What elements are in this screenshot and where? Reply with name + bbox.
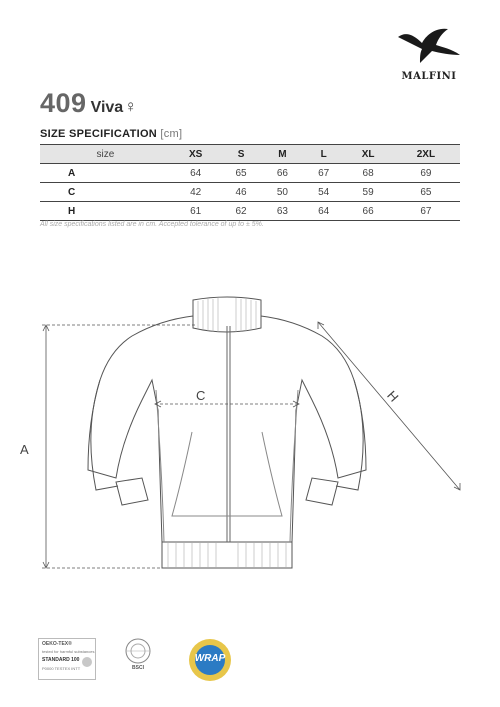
table-cell: 62 xyxy=(235,205,247,217)
label-c: C xyxy=(196,388,206,403)
table-cell: 69 xyxy=(420,167,432,179)
certification-badges xyxy=(38,638,238,682)
table-row xyxy=(40,164,460,183)
spec-heading xyxy=(40,128,182,140)
cuff-right xyxy=(306,478,338,505)
table-cell: 59 xyxy=(362,186,374,198)
cuff-left xyxy=(116,478,148,505)
table-cell: 67 xyxy=(318,167,330,179)
oeko-id: P0000 TESTEX INTT xyxy=(42,666,81,671)
sleeve-right xyxy=(336,380,363,490)
wrap-badge xyxy=(186,638,234,682)
table-cell: 61 xyxy=(190,205,202,217)
label-a: A xyxy=(20,442,29,457)
bsci-globe-icon xyxy=(121,638,155,666)
eagle-icon xyxy=(396,25,462,65)
bsci-label: BSCI xyxy=(132,665,144,671)
table-cell: 65 xyxy=(235,167,247,179)
size-header-row xyxy=(40,145,460,164)
table-cell: 42 xyxy=(190,186,202,198)
oeko-tested: tested for harmful substances xyxy=(42,649,95,654)
bsci-badge xyxy=(121,638,155,678)
table-cell: 63 xyxy=(276,205,288,217)
brand-name: MALFINI xyxy=(401,71,457,82)
size-col-header: M xyxy=(278,148,287,160)
row-label: A xyxy=(68,167,76,179)
table-cell: 64 xyxy=(190,167,202,179)
row-label: H xyxy=(68,205,76,217)
measure-h xyxy=(318,322,460,490)
table-cell: 54 xyxy=(318,186,330,198)
table-cell: 50 xyxy=(276,186,288,198)
table-cell: 66 xyxy=(362,205,374,217)
female-symbol: ♀ xyxy=(124,97,137,116)
spec-heading-text: SIZE SPECIFICATION xyxy=(40,128,158,140)
size-col-header: L xyxy=(320,148,327,160)
oeko-title: OEKO-TEX® xyxy=(42,641,72,647)
hem-ribbing xyxy=(168,542,286,568)
size-col-header: XL xyxy=(361,148,375,160)
product-title xyxy=(40,88,137,119)
size-col-header: XS xyxy=(188,148,203,160)
table-cell: 64 xyxy=(318,205,330,217)
tolerance-note: All size specifications listed are in cm. Accepted tolerance of up to ± 5%. xyxy=(40,221,264,228)
product-code: 409 xyxy=(40,88,87,118)
table-cell: 46 xyxy=(235,186,247,198)
size-header-label: size xyxy=(96,148,115,160)
table-cell: 65 xyxy=(420,186,432,198)
row-label: C xyxy=(68,186,76,198)
table-cell: 66 xyxy=(276,167,288,179)
sleeve-left xyxy=(91,380,118,490)
table-cell: 67 xyxy=(420,205,432,217)
size-col-header: 2XL xyxy=(416,148,436,160)
oeko-tex-badge xyxy=(38,638,96,680)
wrap-label: WRAP xyxy=(194,653,226,664)
size-col-header: S xyxy=(237,148,245,160)
table-cell: 68 xyxy=(362,167,374,179)
oeko-seal-icon xyxy=(82,657,92,667)
label-h: H xyxy=(384,387,402,405)
table-row xyxy=(40,202,460,221)
measure-a xyxy=(42,325,195,568)
product-name: Viva xyxy=(90,99,124,116)
size-table xyxy=(40,144,460,221)
oeko-standard: STANDARD 100 xyxy=(42,657,80,663)
brand-logo xyxy=(388,25,470,85)
table-row xyxy=(40,183,460,202)
spec-unit: [cm] xyxy=(160,128,183,140)
hem-band xyxy=(162,542,292,568)
jacket-diagram xyxy=(0,280,500,600)
